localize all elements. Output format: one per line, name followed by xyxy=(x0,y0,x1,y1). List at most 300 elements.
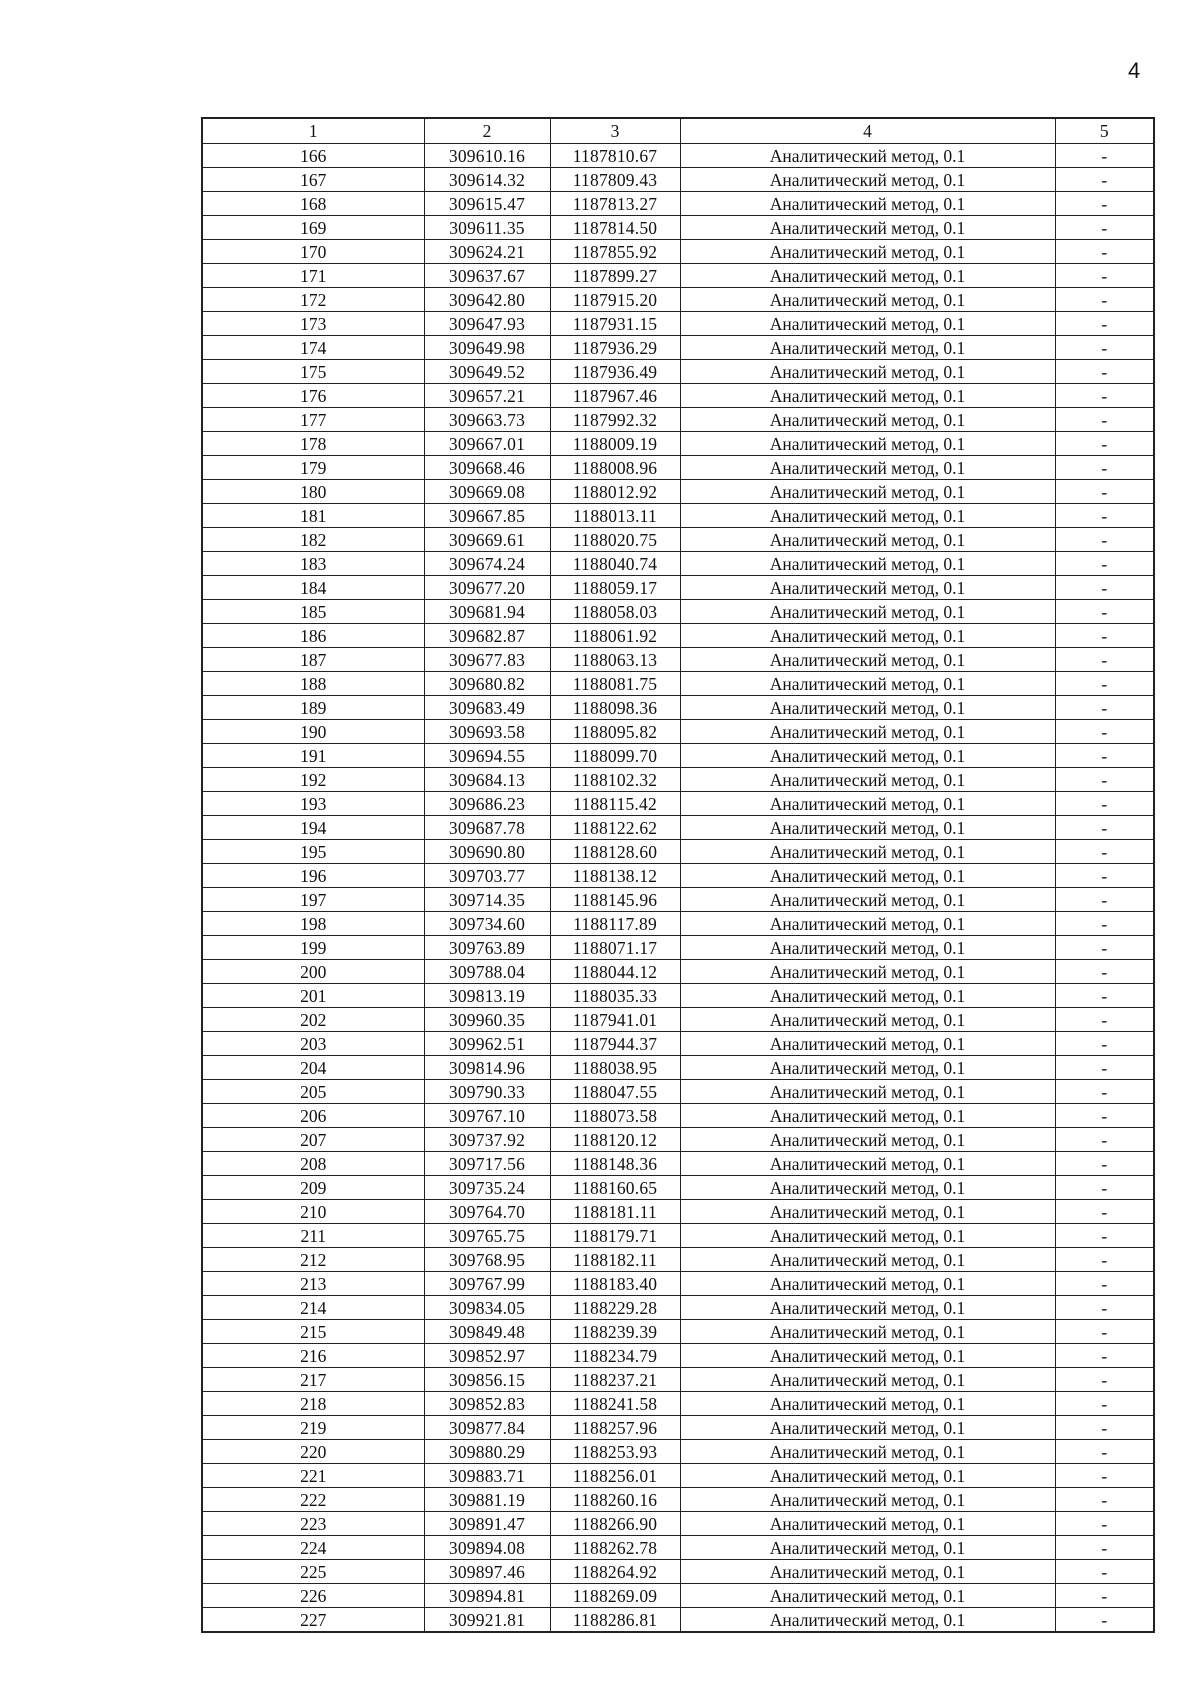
table-row xyxy=(202,1536,1154,1560)
x-coordinate-cell: 309682.87 xyxy=(424,624,550,648)
x-coordinate-cell: 309921.81 xyxy=(424,1608,550,1633)
point-number-cell: 182 xyxy=(202,528,424,552)
x-coordinate-cell: 309894.08 xyxy=(424,1536,550,1560)
table-row xyxy=(202,912,1154,936)
y-coordinate-cell: 1188128.60 xyxy=(550,840,680,864)
method-cell: Аналитический метод, 0.1 xyxy=(680,744,1055,768)
table-body xyxy=(202,144,1154,1633)
description-cell: - xyxy=(1055,696,1154,720)
point-number-cell: 188 xyxy=(202,672,424,696)
description-cell: - xyxy=(1055,1008,1154,1032)
point-number-cell: 217 xyxy=(202,1368,424,1392)
table-row xyxy=(202,216,1154,240)
point-number-cell: 184 xyxy=(202,576,424,600)
table-row xyxy=(202,1440,1154,1464)
method-cell: Аналитический метод, 0.1 xyxy=(680,936,1055,960)
x-coordinate-cell: 309690.80 xyxy=(424,840,550,864)
point-number-cell: 173 xyxy=(202,312,424,336)
table-row xyxy=(202,768,1154,792)
point-number-cell: 205 xyxy=(202,1080,424,1104)
x-coordinate-cell: 309765.75 xyxy=(424,1224,550,1248)
table-row xyxy=(202,456,1154,480)
x-coordinate-cell: 309681.94 xyxy=(424,600,550,624)
method-cell: Аналитический метод, 0.1 xyxy=(680,1416,1055,1440)
method-cell: Аналитический метод, 0.1 xyxy=(680,1224,1055,1248)
method-cell: Аналитический метод, 0.1 xyxy=(680,672,1055,696)
description-cell: - xyxy=(1055,768,1154,792)
x-coordinate-cell: 309615.47 xyxy=(424,192,550,216)
method-cell: Аналитический метод, 0.1 xyxy=(680,648,1055,672)
table-row xyxy=(202,312,1154,336)
method-cell: Аналитический метод, 0.1 xyxy=(680,576,1055,600)
y-coordinate-cell: 1188182.11 xyxy=(550,1248,680,1272)
point-number-cell: 166 xyxy=(202,144,424,168)
table-row xyxy=(202,864,1154,888)
method-cell: Аналитический метод, 0.1 xyxy=(680,1344,1055,1368)
description-cell: - xyxy=(1055,432,1154,456)
x-coordinate-cell: 309677.83 xyxy=(424,648,550,672)
table-row xyxy=(202,168,1154,192)
method-cell: Аналитический метод, 0.1 xyxy=(680,1104,1055,1128)
x-coordinate-cell: 309813.19 xyxy=(424,984,550,1008)
description-cell: - xyxy=(1055,1224,1154,1248)
method-cell: Аналитический метод, 0.1 xyxy=(680,960,1055,984)
y-coordinate-cell: 1188257.96 xyxy=(550,1416,680,1440)
x-coordinate-cell: 309649.98 xyxy=(424,336,550,360)
table-row xyxy=(202,1272,1154,1296)
header-cell-description: 5 xyxy=(1055,118,1154,144)
point-number-cell: 176 xyxy=(202,384,424,408)
y-coordinate-cell: 1188008.96 xyxy=(550,456,680,480)
table-row xyxy=(202,600,1154,624)
method-cell: Аналитический метод, 0.1 xyxy=(680,552,1055,576)
x-coordinate-cell: 309647.93 xyxy=(424,312,550,336)
table-row xyxy=(202,264,1154,288)
method-cell: Аналитический метод, 0.1 xyxy=(680,432,1055,456)
description-cell: - xyxy=(1055,240,1154,264)
x-coordinate-cell: 309737.92 xyxy=(424,1128,550,1152)
description-cell: - xyxy=(1055,576,1154,600)
x-coordinate-cell: 309764.70 xyxy=(424,1200,550,1224)
description-cell: - xyxy=(1055,960,1154,984)
description-cell: - xyxy=(1055,1560,1154,1584)
point-number-cell: 192 xyxy=(202,768,424,792)
point-number-cell: 172 xyxy=(202,288,424,312)
point-number-cell: 197 xyxy=(202,888,424,912)
x-coordinate-cell: 309790.33 xyxy=(424,1080,550,1104)
x-coordinate-cell: 309891.47 xyxy=(424,1512,550,1536)
point-number-cell: 223 xyxy=(202,1512,424,1536)
point-number-cell: 170 xyxy=(202,240,424,264)
y-coordinate-cell: 1187944.37 xyxy=(550,1032,680,1056)
y-coordinate-cell: 1187941.01 xyxy=(550,1008,680,1032)
description-cell: - xyxy=(1055,1200,1154,1224)
table-row xyxy=(202,648,1154,672)
method-cell: Аналитический метод, 0.1 xyxy=(680,792,1055,816)
x-coordinate-cell: 309852.83 xyxy=(424,1392,550,1416)
x-coordinate-cell: 309768.95 xyxy=(424,1248,550,1272)
description-cell: - xyxy=(1055,1512,1154,1536)
table-header xyxy=(202,118,1154,144)
x-coordinate-cell: 309767.99 xyxy=(424,1272,550,1296)
point-number-cell: 177 xyxy=(202,408,424,432)
x-coordinate-cell: 309856.15 xyxy=(424,1368,550,1392)
y-coordinate-cell: 1188038.95 xyxy=(550,1056,680,1080)
description-cell: - xyxy=(1055,888,1154,912)
description-cell: - xyxy=(1055,480,1154,504)
description-cell: - xyxy=(1055,552,1154,576)
y-coordinate-cell: 1188115.42 xyxy=(550,792,680,816)
method-cell: Аналитический метод, 0.1 xyxy=(680,696,1055,720)
y-coordinate-cell: 1187936.29 xyxy=(550,336,680,360)
description-cell: - xyxy=(1055,720,1154,744)
method-cell: Аналитический метод, 0.1 xyxy=(680,888,1055,912)
y-coordinate-cell: 1188009.19 xyxy=(550,432,680,456)
method-cell: Аналитический метод, 0.1 xyxy=(680,912,1055,936)
method-cell: Аналитический метод, 0.1 xyxy=(680,336,1055,360)
method-cell: Аналитический метод, 0.1 xyxy=(680,768,1055,792)
description-cell: - xyxy=(1055,144,1154,168)
point-number-cell: 167 xyxy=(202,168,424,192)
description-cell: - xyxy=(1055,936,1154,960)
y-coordinate-cell: 1188148.36 xyxy=(550,1152,680,1176)
x-coordinate-cell: 309717.56 xyxy=(424,1152,550,1176)
method-cell: Аналитический метод, 0.1 xyxy=(680,1536,1055,1560)
y-coordinate-cell: 1187915.20 xyxy=(550,288,680,312)
table-row xyxy=(202,960,1154,984)
point-number-cell: 190 xyxy=(202,720,424,744)
point-number-cell: 193 xyxy=(202,792,424,816)
table-row xyxy=(202,1032,1154,1056)
table-row xyxy=(202,1248,1154,1272)
y-coordinate-cell: 1188102.32 xyxy=(550,768,680,792)
x-coordinate-cell: 309610.16 xyxy=(424,144,550,168)
x-coordinate-cell: 309735.24 xyxy=(424,1176,550,1200)
method-cell: Аналитический метод, 0.1 xyxy=(680,1200,1055,1224)
table-row xyxy=(202,432,1154,456)
method-cell: Аналитический метод, 0.1 xyxy=(680,1440,1055,1464)
point-number-cell: 198 xyxy=(202,912,424,936)
description-cell: - xyxy=(1055,816,1154,840)
y-coordinate-cell: 1188234.79 xyxy=(550,1344,680,1368)
x-coordinate-cell: 309881.19 xyxy=(424,1488,550,1512)
method-cell: Аналитический метод, 0.1 xyxy=(680,480,1055,504)
y-coordinate-cell: 1187810.67 xyxy=(550,144,680,168)
x-coordinate-cell: 309852.97 xyxy=(424,1344,550,1368)
table-row xyxy=(202,480,1154,504)
x-coordinate-cell: 309694.55 xyxy=(424,744,550,768)
point-number-cell: 174 xyxy=(202,336,424,360)
point-number-cell: 191 xyxy=(202,744,424,768)
table-row xyxy=(202,1008,1154,1032)
description-cell: - xyxy=(1055,504,1154,528)
y-coordinate-cell: 1187992.32 xyxy=(550,408,680,432)
point-number-cell: 168 xyxy=(202,192,424,216)
point-number-cell: 203 xyxy=(202,1032,424,1056)
method-cell: Аналитический метод, 0.1 xyxy=(680,1248,1055,1272)
x-coordinate-cell: 309677.20 xyxy=(424,576,550,600)
y-coordinate-cell: 1188063.13 xyxy=(550,648,680,672)
method-cell: Аналитический метод, 0.1 xyxy=(680,264,1055,288)
point-number-cell: 183 xyxy=(202,552,424,576)
table-row xyxy=(202,552,1154,576)
description-cell: - xyxy=(1055,264,1154,288)
y-coordinate-cell: 1187936.49 xyxy=(550,360,680,384)
point-number-cell: 200 xyxy=(202,960,424,984)
method-cell: Аналитический метод, 0.1 xyxy=(680,840,1055,864)
method-cell: Аналитический метод, 0.1 xyxy=(680,1368,1055,1392)
description-cell: - xyxy=(1055,1584,1154,1608)
y-coordinate-cell: 1187931.15 xyxy=(550,312,680,336)
point-number-cell: 169 xyxy=(202,216,424,240)
table-row xyxy=(202,1416,1154,1440)
x-coordinate-cell: 309669.08 xyxy=(424,480,550,504)
y-coordinate-cell: 1188071.17 xyxy=(550,936,680,960)
description-cell: - xyxy=(1055,1320,1154,1344)
description-cell: - xyxy=(1055,672,1154,696)
header-cell-point-number: 1 xyxy=(202,118,424,144)
description-cell: - xyxy=(1055,1176,1154,1200)
point-number-cell: 226 xyxy=(202,1584,424,1608)
description-cell: - xyxy=(1055,168,1154,192)
description-cell: - xyxy=(1055,600,1154,624)
table-row xyxy=(202,1560,1154,1584)
y-coordinate-cell: 1188266.90 xyxy=(550,1512,680,1536)
description-cell: - xyxy=(1055,1152,1154,1176)
x-coordinate-cell: 309880.29 xyxy=(424,1440,550,1464)
y-coordinate-cell: 1187814.50 xyxy=(550,216,680,240)
x-coordinate-cell: 309849.48 xyxy=(424,1320,550,1344)
method-cell: Аналитический метод, 0.1 xyxy=(680,1176,1055,1200)
y-coordinate-cell: 1188269.09 xyxy=(550,1584,680,1608)
table-row xyxy=(202,792,1154,816)
description-cell: - xyxy=(1055,1296,1154,1320)
x-coordinate-cell: 309897.46 xyxy=(424,1560,550,1584)
point-number-cell: 189 xyxy=(202,696,424,720)
point-number-cell: 181 xyxy=(202,504,424,528)
x-coordinate-cell: 309960.35 xyxy=(424,1008,550,1032)
x-coordinate-cell: 309703.77 xyxy=(424,864,550,888)
description-cell: - xyxy=(1055,360,1154,384)
method-cell: Аналитический метод, 0.1 xyxy=(680,1152,1055,1176)
point-number-cell: 206 xyxy=(202,1104,424,1128)
description-cell: - xyxy=(1055,216,1154,240)
point-number-cell: 199 xyxy=(202,936,424,960)
point-number-cell: 221 xyxy=(202,1464,424,1488)
y-coordinate-cell: 1188253.93 xyxy=(550,1440,680,1464)
method-cell: Аналитический метод, 0.1 xyxy=(680,168,1055,192)
method-cell: Аналитический метод, 0.1 xyxy=(680,1272,1055,1296)
description-cell: - xyxy=(1055,384,1154,408)
y-coordinate-cell: 1188138.12 xyxy=(550,864,680,888)
point-number-cell: 227 xyxy=(202,1608,424,1633)
method-cell: Аналитический метод, 0.1 xyxy=(680,624,1055,648)
method-cell: Аналитический метод, 0.1 xyxy=(680,1488,1055,1512)
x-coordinate-cell: 309611.35 xyxy=(424,216,550,240)
header-cell-y-coordinate: 3 xyxy=(550,118,680,144)
description-cell: - xyxy=(1055,336,1154,360)
method-cell: Аналитический метод, 0.1 xyxy=(680,1008,1055,1032)
header-cell-x-coordinate: 2 xyxy=(424,118,550,144)
point-number-cell: 208 xyxy=(202,1152,424,1176)
description-cell: - xyxy=(1055,1368,1154,1392)
table-row xyxy=(202,1584,1154,1608)
y-coordinate-cell: 1187813.27 xyxy=(550,192,680,216)
point-number-cell: 212 xyxy=(202,1248,424,1272)
x-coordinate-cell: 309614.32 xyxy=(424,168,550,192)
x-coordinate-cell: 309683.49 xyxy=(424,696,550,720)
description-cell: - xyxy=(1055,1344,1154,1368)
description-cell: - xyxy=(1055,1440,1154,1464)
point-number-cell: 222 xyxy=(202,1488,424,1512)
description-cell: - xyxy=(1055,1536,1154,1560)
table-row xyxy=(202,360,1154,384)
description-cell: - xyxy=(1055,864,1154,888)
x-coordinate-cell: 309788.04 xyxy=(424,960,550,984)
table-row xyxy=(202,1392,1154,1416)
x-coordinate-cell: 309680.82 xyxy=(424,672,550,696)
y-coordinate-cell: 1188179.71 xyxy=(550,1224,680,1248)
method-cell: Аналитический метод, 0.1 xyxy=(680,1392,1055,1416)
description-cell: - xyxy=(1055,288,1154,312)
table-row xyxy=(202,888,1154,912)
x-coordinate-cell: 309669.61 xyxy=(424,528,550,552)
y-coordinate-cell: 1188122.62 xyxy=(550,816,680,840)
point-number-cell: 207 xyxy=(202,1128,424,1152)
table-row xyxy=(202,528,1154,552)
y-coordinate-cell: 1188183.40 xyxy=(550,1272,680,1296)
y-coordinate-cell: 1187899.27 xyxy=(550,264,680,288)
y-coordinate-cell: 1188120.12 xyxy=(550,1128,680,1152)
x-coordinate-cell: 309663.73 xyxy=(424,408,550,432)
method-cell: Аналитический метод, 0.1 xyxy=(680,144,1055,168)
method-cell: Аналитический метод, 0.1 xyxy=(680,1320,1055,1344)
y-coordinate-cell: 1188160.65 xyxy=(550,1176,680,1200)
description-cell: - xyxy=(1055,456,1154,480)
y-coordinate-cell: 1187855.92 xyxy=(550,240,680,264)
table-row xyxy=(202,192,1154,216)
y-coordinate-cell: 1188040.74 xyxy=(550,552,680,576)
table-row xyxy=(202,1344,1154,1368)
method-cell: Аналитический метод, 0.1 xyxy=(680,1080,1055,1104)
point-number-cell: 179 xyxy=(202,456,424,480)
method-cell: Аналитический метод, 0.1 xyxy=(680,528,1055,552)
table-row xyxy=(202,672,1154,696)
table-row xyxy=(202,1104,1154,1128)
method-cell: Аналитический метод, 0.1 xyxy=(680,984,1055,1008)
point-number-cell: 225 xyxy=(202,1560,424,1584)
x-coordinate-cell: 309693.58 xyxy=(424,720,550,744)
point-number-cell: 202 xyxy=(202,1008,424,1032)
point-number-cell: 210 xyxy=(202,1200,424,1224)
y-coordinate-cell: 1187967.46 xyxy=(550,384,680,408)
y-coordinate-cell: 1188059.17 xyxy=(550,576,680,600)
description-cell: - xyxy=(1055,648,1154,672)
table-row xyxy=(202,840,1154,864)
method-cell: Аналитический метод, 0.1 xyxy=(680,288,1055,312)
y-coordinate-cell: 1188058.03 xyxy=(550,600,680,624)
y-coordinate-cell: 1188020.75 xyxy=(550,528,680,552)
x-coordinate-cell: 309624.21 xyxy=(424,240,550,264)
table-row xyxy=(202,1176,1154,1200)
y-coordinate-cell: 1188098.36 xyxy=(550,696,680,720)
x-coordinate-cell: 309657.21 xyxy=(424,384,550,408)
x-coordinate-cell: 309734.60 xyxy=(424,912,550,936)
table-row xyxy=(202,1320,1154,1344)
method-cell: Аналитический метод, 0.1 xyxy=(680,864,1055,888)
y-coordinate-cell: 1188044.12 xyxy=(550,960,680,984)
point-number-cell: 215 xyxy=(202,1320,424,1344)
page-number: 4 xyxy=(1128,58,1141,83)
table-row xyxy=(202,384,1154,408)
description-cell: - xyxy=(1055,1464,1154,1488)
table-row xyxy=(202,1224,1154,1248)
method-cell: Аналитический метод, 0.1 xyxy=(680,720,1055,744)
method-cell: Аналитический метод, 0.1 xyxy=(680,312,1055,336)
y-coordinate-cell: 1188035.33 xyxy=(550,984,680,1008)
point-number-cell: 218 xyxy=(202,1392,424,1416)
point-number-cell: 219 xyxy=(202,1416,424,1440)
method-cell: Аналитический метод, 0.1 xyxy=(680,1584,1055,1608)
x-coordinate-cell: 309714.35 xyxy=(424,888,550,912)
table-row xyxy=(202,504,1154,528)
description-cell: - xyxy=(1055,1104,1154,1128)
method-cell: Аналитический метод, 0.1 xyxy=(680,1560,1055,1584)
coordinates-table xyxy=(201,117,1155,1633)
method-cell: Аналитический метод, 0.1 xyxy=(680,1032,1055,1056)
table-row xyxy=(202,576,1154,600)
point-number-cell: 175 xyxy=(202,360,424,384)
point-number-cell: 196 xyxy=(202,864,424,888)
y-coordinate-cell: 1188012.92 xyxy=(550,480,680,504)
y-coordinate-cell: 1188262.78 xyxy=(550,1536,680,1560)
method-cell: Аналитический метод, 0.1 xyxy=(680,384,1055,408)
y-coordinate-cell: 1188264.92 xyxy=(550,1560,680,1584)
point-number-cell: 186 xyxy=(202,624,424,648)
y-coordinate-cell: 1188013.11 xyxy=(550,504,680,528)
method-cell: Аналитический метод, 0.1 xyxy=(680,360,1055,384)
table-row xyxy=(202,408,1154,432)
y-coordinate-cell: 1188145.96 xyxy=(550,888,680,912)
description-cell: - xyxy=(1055,1080,1154,1104)
table-row xyxy=(202,336,1154,360)
y-coordinate-cell: 1188260.16 xyxy=(550,1488,680,1512)
description-cell: - xyxy=(1055,312,1154,336)
method-cell: Аналитический метод, 0.1 xyxy=(680,504,1055,528)
description-cell: - xyxy=(1055,528,1154,552)
method-cell: Аналитический метод, 0.1 xyxy=(680,1512,1055,1536)
x-coordinate-cell: 309649.52 xyxy=(424,360,550,384)
x-coordinate-cell: 309814.96 xyxy=(424,1056,550,1080)
point-number-cell: 180 xyxy=(202,480,424,504)
method-cell: Аналитический метод, 0.1 xyxy=(680,600,1055,624)
method-cell: Аналитический метод, 0.1 xyxy=(680,1296,1055,1320)
table-row xyxy=(202,1464,1154,1488)
method-cell: Аналитический метод, 0.1 xyxy=(680,192,1055,216)
table-row xyxy=(202,1056,1154,1080)
x-coordinate-cell: 309686.23 xyxy=(424,792,550,816)
x-coordinate-cell: 309883.71 xyxy=(424,1464,550,1488)
table-row xyxy=(202,624,1154,648)
method-cell: Аналитический метод, 0.1 xyxy=(680,816,1055,840)
x-coordinate-cell: 309667.01 xyxy=(424,432,550,456)
x-coordinate-cell: 309767.10 xyxy=(424,1104,550,1128)
x-coordinate-cell: 309668.46 xyxy=(424,456,550,480)
y-coordinate-cell: 1188117.89 xyxy=(550,912,680,936)
x-coordinate-cell: 309834.05 xyxy=(424,1296,550,1320)
description-cell: - xyxy=(1055,1392,1154,1416)
point-number-cell: 220 xyxy=(202,1440,424,1464)
